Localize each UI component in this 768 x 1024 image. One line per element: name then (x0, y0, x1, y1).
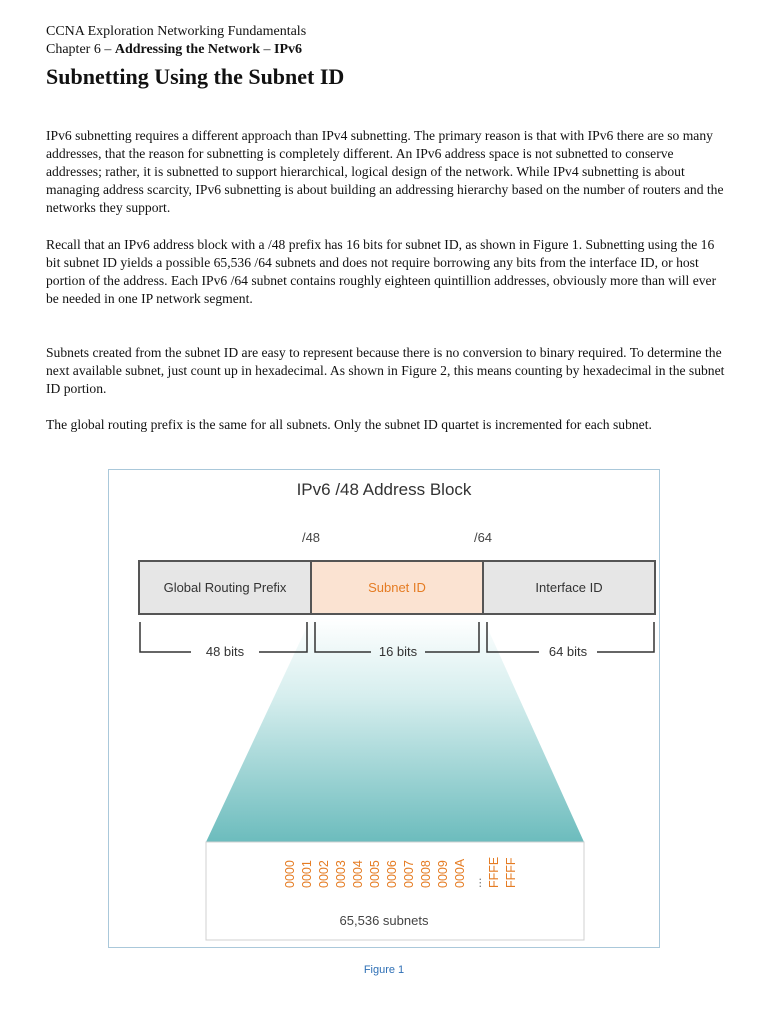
address-block-diagram (109, 470, 659, 947)
figure-title: IPv6 /48 Address Block (296, 480, 472, 499)
subnet-id-label: Subnet ID (368, 580, 426, 595)
subnet-id-item: 0008 (419, 860, 433, 888)
paragraph-1: IPv6 subnetting requires a different approach than IPv4 subnetting. The primary reason is that with IPv6 there are so many addresses, that the reason for subnetting is completely different. An IPv6 address space is not subnetted to conserve addresses; rather, it is subnetted to support hierarchical, logical design of the network. While IPv4 subnetting is about managing address scarcity, IPv6 subnetting is about building an addressing hierarchy based on the number of routers and the networks they support. (46, 128, 724, 215)
subnet-id-item: 0003 (334, 860, 348, 888)
global-bits-label: 48 bits (205, 644, 245, 659)
chapter-title: Addressing the Network (114, 42, 261, 57)
subnet-id-item: FFFE (487, 856, 501, 888)
subnet-bits-label: 16 bits (378, 644, 418, 659)
subnet-id-item: 0000 (283, 860, 297, 888)
paragraph-3: Subnets created from the subnet ID are easy to represent because there is no conversion to binary required. To determine the next available subnet, just count up in hexadecimal. As shown in Figure 2, this means counting by hexadecimal in the subnet ID portion. (46, 345, 725, 396)
interface-id-label: Interface ID (535, 580, 603, 595)
subnet-id-ellipsis: ... (470, 877, 484, 888)
chapter-separator: – (260, 42, 275, 57)
subnet-id-item: 0009 (436, 860, 450, 888)
prefix-64-marker: /64 (473, 530, 493, 545)
subnet-id-item: 0002 (317, 860, 331, 888)
subnet-id-item: 0001 (300, 860, 314, 888)
subnet-id-item: 0005 (368, 860, 382, 888)
subnet-id-item: 0007 (402, 860, 416, 888)
chapter-topic: IPv6 (274, 42, 303, 57)
paragraph-2: Recall that an IPv6 address block with a /48 prefix has 16 bits for subnet ID, as shown in Figure 1. Subnetting using the 16 bit subnet ID yields a possible 65,536 /64 subnets and does not require borrowing any bits from the interface ID, or host portion of the address. Each IPv6 /64 subnet contains roughly eighteen quintillion addresses, obviously more than will ever be needed in one IP network segment. (46, 237, 717, 306)
figure-caption: Figure 1 (363, 964, 405, 976)
page-title: Subnetting Using the Subnet ID (46, 64, 345, 89)
chapter-prefix: Chapter 6 – (46, 42, 115, 57)
prefix-48-marker: /48 (301, 530, 321, 545)
paragraph-4: The global routing prefix is the same for all subnets. Only the subnet ID quartet is incremented for each subnet. (46, 417, 652, 432)
course-header: CCNA Exploration Networking Fundamentals (46, 24, 307, 39)
global-routing-prefix-label: Global Routing Prefix (163, 580, 287, 595)
subnet-id-item: 000A (453, 858, 467, 888)
subnet-id-item: 0006 (385, 860, 399, 888)
figure-ipv6-address-block (108, 469, 660, 948)
subnet-id-item: FFFF (504, 857, 518, 888)
subnet-id-item: 0004 (351, 860, 365, 888)
interface-bits-label: 64 bits (548, 644, 588, 659)
chapter-header (46, 41, 302, 58)
subnet-count-label: 65,536 subnets (339, 913, 429, 928)
